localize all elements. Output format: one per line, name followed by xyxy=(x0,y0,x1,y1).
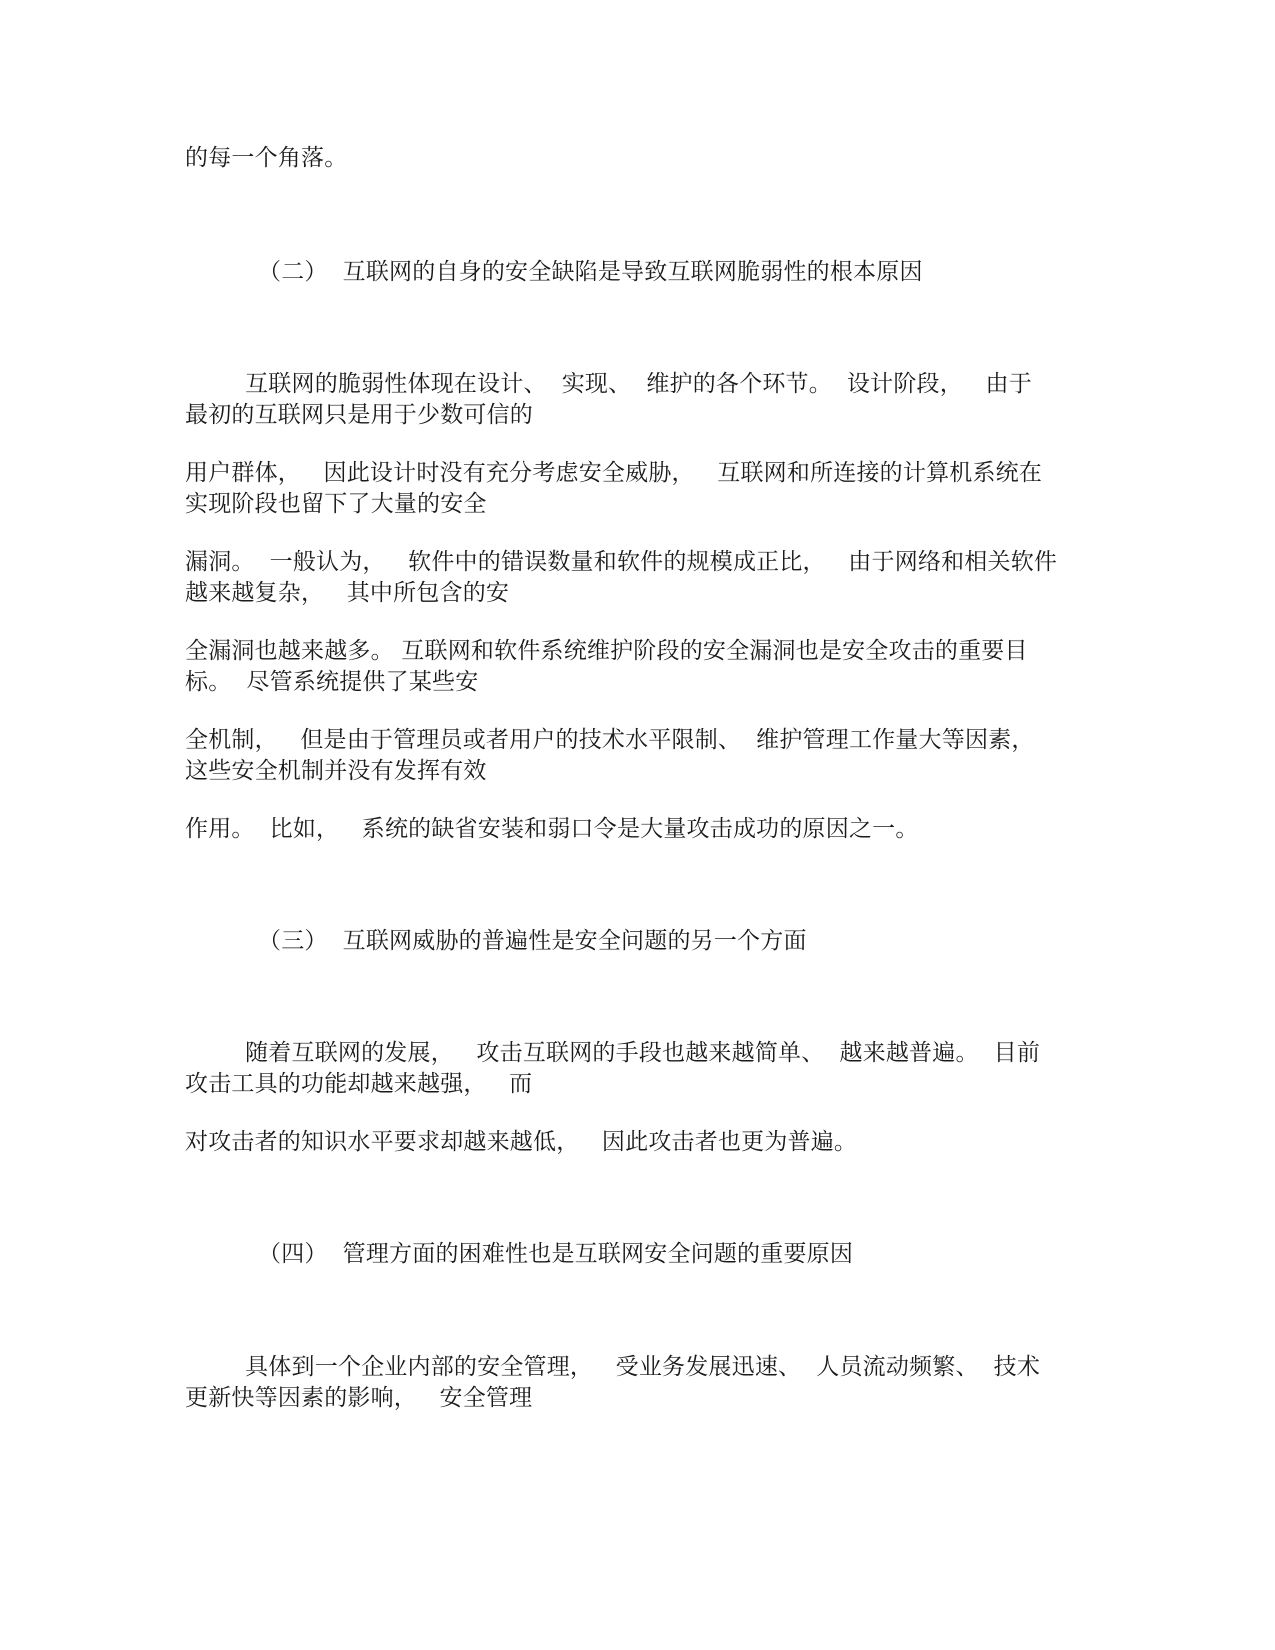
paragraph-line: 具体到一个企业内部的安全管理， 受业务发展迅速、 人员流动频繁、 技术 xyxy=(185,1354,1041,1380)
section-heading-2 xyxy=(258,256,923,288)
paragraph-line: 对攻击者的知识水平要求却越来越低， 因此攻击者也更为普遍。 xyxy=(185,1129,858,1155)
paragraph-line: 越来越复杂， 其中所包含的安 xyxy=(185,580,510,606)
heading-number: （二） xyxy=(258,259,328,285)
paragraph-line: 攻击工具的功能却越来越强， 而 xyxy=(185,1071,533,1097)
paragraph-line: 实现阶段也留下了大量的安全 xyxy=(185,491,487,517)
heading-number: （四） xyxy=(258,1241,328,1267)
paragraph-line: 更新快等因素的影响， 安全管理 xyxy=(185,1385,533,1411)
heading-text: 互联网威胁的普遍性是安全问题的另一个方面 xyxy=(342,928,807,954)
paragraph-line: 互联网的脆弱性体现在设计、 实现、 维护的各个环节。 设计阶段， 由于 xyxy=(185,371,1032,397)
paragraph-line: 全漏洞也越来越多。 互联网和软件系统维护阶段的安全漏洞也是安全攻击的重要目 xyxy=(185,638,1028,664)
paragraph-continuation: 的每一个角落。 xyxy=(185,145,348,171)
paragraph-line: 全机制， 但是由于管理员或者用户的技术水平限制、 维护管理工作量大等因素， xyxy=(185,727,1035,753)
paragraph-line: 作用。 比如， 系统的缺省安装和弱口令是大量攻击成功的原因之一。 xyxy=(185,816,919,842)
heading-text: 互联网的自身的安全缺陷是导致互联网脆弱性的根本原因 xyxy=(342,259,923,285)
paragraph-line: 这些安全机制并没有发挥有效 xyxy=(185,758,487,784)
paragraph-line: 随着互联网的发展， 攻击互联网的手段也越来越简单、 越来越普遍。 目前 xyxy=(185,1040,1041,1066)
paragraph-line: 用户群体， 因此设计时没有充分考虑安全威胁， 互联网和所连接的计算机系统在 xyxy=(185,460,1043,486)
paragraph-line: 最初的互联网只是用于少数可信的 xyxy=(185,402,533,428)
paragraph-line: 标。 尽管系统提供了某些安 xyxy=(185,669,479,695)
paragraph-line: 漏洞。 一般认为， 软件中的错误数量和软件的规模成正比， 由于网络和相关软件 xyxy=(185,549,1058,575)
section-heading-3 xyxy=(258,925,807,957)
heading-text: 管理方面的困难性也是互联网安全问题的重要原因 xyxy=(342,1241,854,1267)
heading-number: （三） xyxy=(258,928,328,954)
section-heading-4 xyxy=(258,1238,853,1270)
